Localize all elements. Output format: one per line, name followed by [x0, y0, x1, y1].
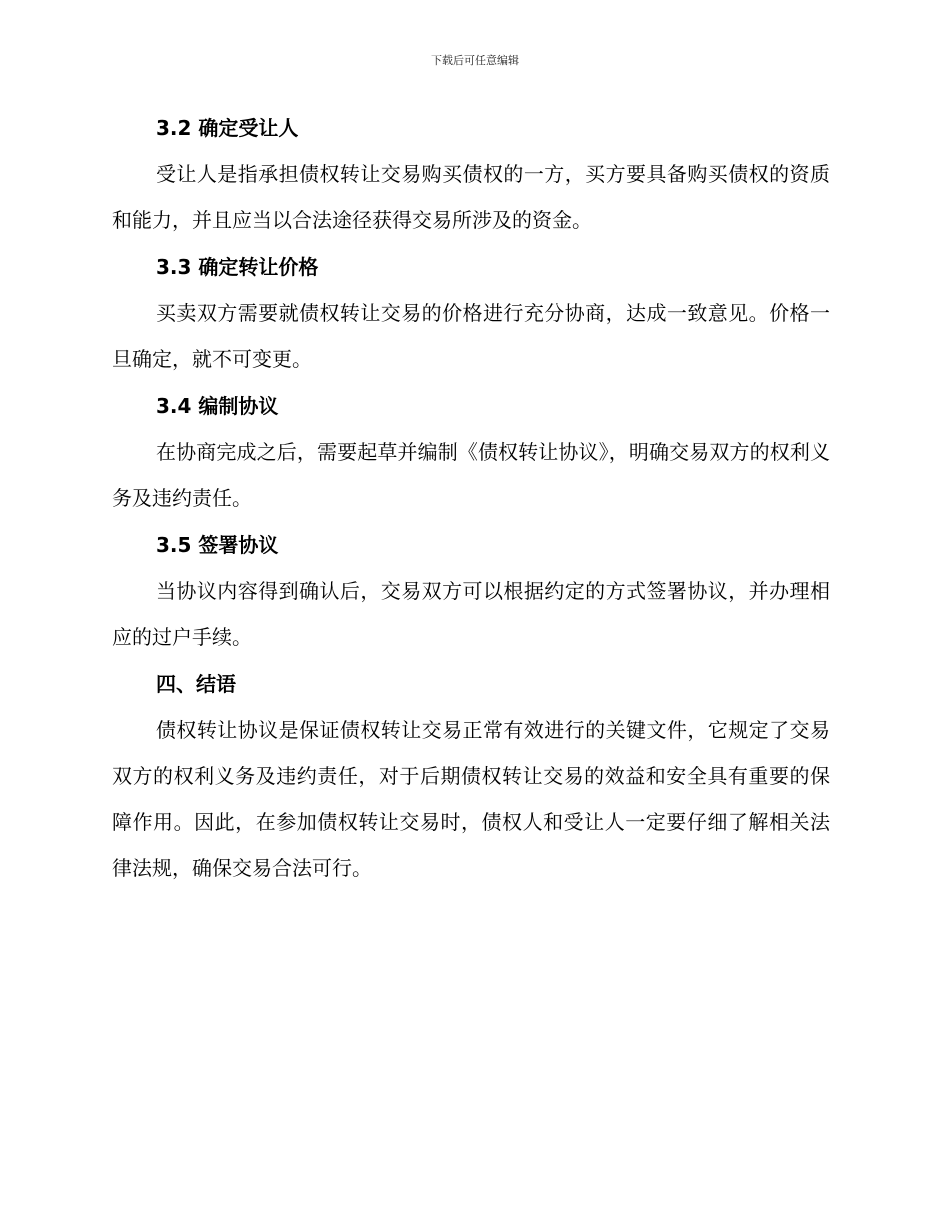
section-heading-3-5: 3.5 签署协议 — [156, 533, 279, 557]
section-heading-conclusion: 四、结语 — [156, 672, 236, 696]
section-heading-3-2: 3.2 确定受让人 — [156, 116, 299, 140]
section-paragraph-conclusion: 债权转让协议是保证债权转让交易正常有效进行的关键文件，它规定了交易双方的权利义务及违约责任，对于后期债权转让交易的效益和安全具有重要的保障作用。因此，在参加债权转让交易时，债权人和受让人一定要仔细了解相关法律法规，确保交易合法可行。 — [112, 718, 830, 880]
section-heading-3-4: 3.4 编制协议 — [156, 394, 279, 418]
section-heading-3-3: 3.3 确定转让价格 — [156, 255, 319, 279]
section-paragraph-3-3: 买卖双方需要就债权转让交易的价格进行充分协商，达成一致意见。价格一旦确定，就不可变更。 — [112, 301, 830, 371]
section-paragraph-3-4: 在协商完成之后，需要起草并编制《债权转让协议》，明确交易双方的权利义务及违约责任。 — [112, 440, 830, 510]
document-body — [112, 112, 830, 891]
page-header-note: 下载后可任意编辑 — [431, 54, 519, 67]
section-paragraph-3-2: 受让人是指承担债权转让交易购买债权的一方，买方要具备购买债权的资质和能力，并且应当以合法途径获得交易所涉及的资金。 — [112, 162, 830, 232]
section-paragraph-3-5: 当协议内容得到确认后，交易双方可以根据约定的方式签署协议，并办理相应的过户手续。 — [112, 579, 830, 649]
